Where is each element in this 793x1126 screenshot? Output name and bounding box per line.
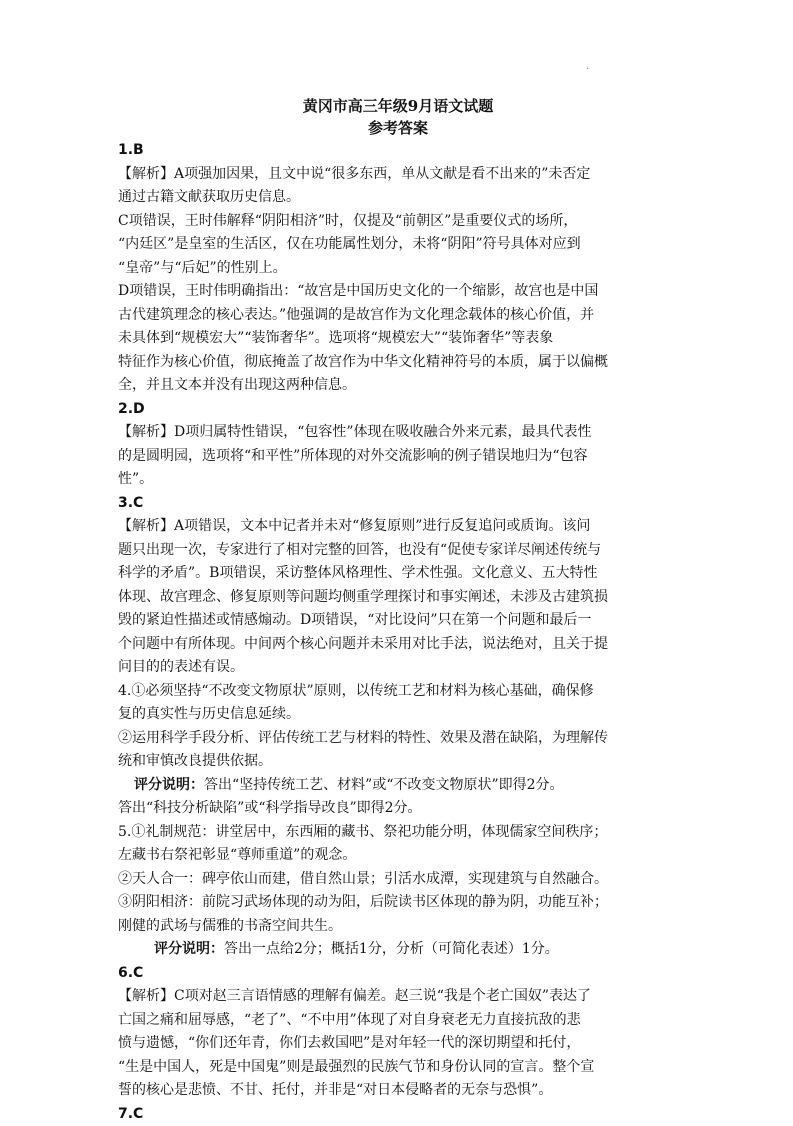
answer-line: 左藏书右祭祀彰显“尊师重道”的观念。 [118, 844, 678, 868]
analysis-line: 【解析】A项错误，文本中记者并未对“修复原则”进行反复追问或质询。该问 [118, 515, 678, 539]
analysis-line: 毁的紧迫性描述或情感煽动。D项错误，“对比设问”只在第一个问题和最后一 [118, 609, 678, 633]
analysis-line: 誓的核心是悲愤、不甘、托付，并非是“对日本侵略者的无奈与恐惧”。 [118, 1079, 678, 1103]
scoring-label: 评分说明： [134, 777, 204, 793]
analysis-line: 特征作为核心价值，彻底掩盖了故宫作为中华文化精神符号的本质，属于以偏概 [118, 351, 678, 375]
analysis-line: “生是中国人，死是中国鬼”则是最强烈的民族气节和身份认同的宣言。整个宣 [118, 1056, 678, 1080]
analysis-line: C项错误，王时伟解释“阴阳相济”时，仅提及“前朝区”是重要仪式的场所， [118, 210, 678, 234]
answer-1 [118, 139, 678, 398]
analysis-line: 问目的的表述有误。 [118, 656, 678, 680]
analysis-line: 科学的矛盾”。B项错误，采访整体风格理性、学术性强。文化意义、五大特性 [118, 562, 678, 586]
scoring-text: 答出“坚持传统工艺、材料”或“不改变文物原状”即得2分。 [204, 777, 564, 793]
answer-number: 6.C [118, 962, 678, 986]
answer-5 [118, 821, 678, 962]
analysis-line: 性”。 [118, 468, 678, 492]
scan-speck: · [586, 64, 589, 75]
scoring-text: 答出一点给2分；概括1分，分析（可简化表述）1分。 [224, 941, 559, 957]
answer-line: ②运用科学手段分析、评估传统工艺与材料的特性、效果及潜在缺陷，为理解传 [118, 727, 678, 751]
analysis-line: “内廷区”是皇室的生活区，仅在功能属性划分，未将“阴阳”符号具体对应到 [118, 233, 678, 257]
scoring-note [118, 938, 678, 962]
answer-key-page [118, 95, 678, 1126]
analysis-line: 全，并且文本并没有出现这两种信息。 [118, 374, 678, 398]
analysis-line: D项错误，王时伟明确指出：“故宫是中国历史文化的一个缩影，故宫也是中国 [118, 280, 678, 304]
answer-7 [118, 1103, 678, 1126]
answer-number: 1.B [118, 139, 678, 163]
analysis-line: 通过古籍文献获取历史信息。 [118, 186, 678, 210]
analysis-line: 愤与遗憾，“你们还年青，你们去救国吧”是对年轻一代的深切期望和托付， [118, 1032, 678, 1056]
analysis-line: 的是圆明园，选项将“和平性”所体现的对外交流影响的例子错误地归为“包容 [118, 445, 678, 469]
analysis-line: 亡国之痛和屈辱感，“老了”、“不中用”体现了对自身衰老无力直接抗敌的悲 [118, 1009, 678, 1033]
answer-line: 统和审慎改良提供依据。 [118, 750, 678, 774]
answer-number: 3.C [118, 492, 678, 516]
page-title: 黄冈市高三年级9月语文试题 [118, 95, 678, 117]
analysis-line: 个问题中有所体现。中间两个核心问题并未采用对比手法，说法绝对，且关于提 [118, 633, 678, 657]
answer-line: 5.①礼制规范：讲堂居中，东西厢的藏书、祭祀功能分明，体现儒家空间秩序； [118, 821, 678, 845]
answer-number: 7.C [118, 1103, 678, 1126]
answer-number: 2.D [118, 398, 678, 422]
analysis-line: 题只出现一次，专家进行了相对完整的回答，也没有“促使专家详尽阐述传统与 [118, 539, 678, 563]
answer-line: 刚健的武场与儒雅的书斋空间共生。 [118, 915, 678, 939]
scoring-label: 评分说明： [154, 941, 224, 957]
analysis-line: 未具体到“规模宏大”“装饰奢华”。选项将“规模宏大”“装饰奢华”等表象 [118, 327, 678, 351]
page-subtitle: 参考答案 [118, 117, 678, 139]
answer-3 [118, 492, 678, 680]
answer-line: 复的真实性与历史信息延续。 [118, 703, 678, 727]
answer-2 [118, 398, 678, 492]
analysis-line: 【解析】C项对赵三言语情感的理解有偏差。赵三说“我是个老亡国奴”表达了 [118, 985, 678, 1009]
answer-line: 4.①必须坚持“不改变文物原状”原则，以传统工艺和材料为核心基础，确保修 [118, 680, 678, 704]
answer-line: ③阴阳相济：前院习武场体现的动为阳，后院读书区体现的静为阴，功能互补； [118, 891, 678, 915]
answer-6 [118, 962, 678, 1103]
answer-line: ②天人合一：碑亭依山而建，借自然山景；引活水成潭，实现建筑与自然融合。 [118, 868, 678, 892]
scoring-note [118, 774, 678, 798]
scoring-text: 答出“科技分析缺陷”或“科学指导改良”即得2分。 [118, 797, 678, 821]
analysis-line: 古代建筑理念的核心表达。”他强调的是故宫作为文化理念载体的核心价值，并 [118, 304, 678, 328]
analysis-line: 【解析】A项强加因果，且文中说“很多东西，单从文献是看不出来的”未否定 [118, 163, 678, 187]
answer-4 [118, 680, 678, 821]
analysis-line: 体现、故宫理念、修复原则等问题均侧重学理探讨和事实阐述，未涉及古建筑损 [118, 586, 678, 610]
analysis-line: 【解析】D项归属特性错误，“包容性”体现在吸收融合外来元素，最具代表性 [118, 421, 678, 445]
analysis-line: “皇帝”与“后妃”的性别上。 [118, 257, 678, 281]
